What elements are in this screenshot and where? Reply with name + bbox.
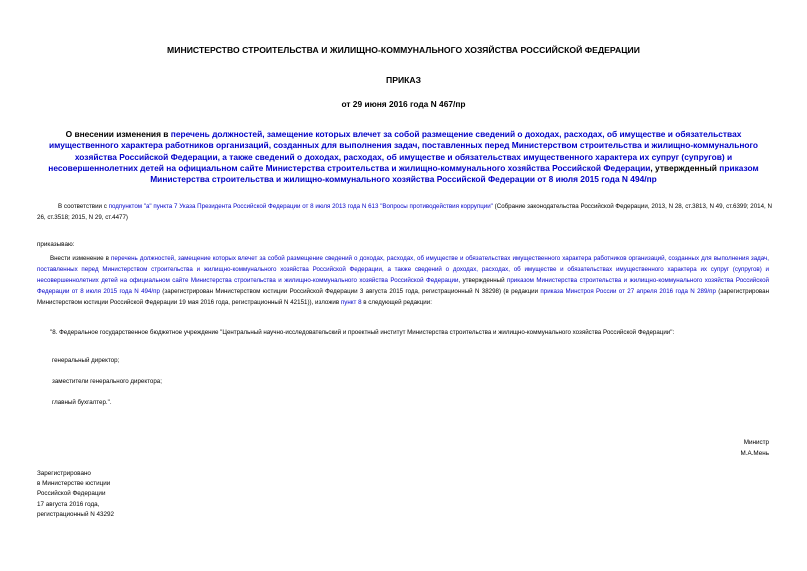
- list-item: заместители генерального директора;: [52, 378, 162, 385]
- document-date-number: от 29 июня 2016 года N 467/пр: [341, 99, 466, 109]
- body-text-5: в следующей редакции:: [361, 299, 432, 306]
- quoted-point-8: "8. Федеральное государственное бюджетное учреждение "Центральный научно-исследовательский и проектный институт Министерства строительства и жилищно-коммунального хозяйства Российской Федерации":: [50, 329, 675, 336]
- preamble-text-2: (Собрание законодательства Российской Федерации, 2013, N 28, ст.3813, N 49, ст.6399; 2014, N 26, ст.3518; 2015, N 29, ст.4477): [37, 203, 773, 221]
- document-heading: [36, 129, 771, 185]
- registration-line: регистрационный N 43292: [37, 510, 115, 518]
- body-link-order-494[interactable]: приказом Министерства строительства и жилищно-коммунального хозяйства Российской Федерации от 8 июля 2015 года N 494/пр: [37, 277, 769, 295]
- body-text-1: Внести изменение в: [50, 255, 111, 262]
- heading-text-1: О внесении изменения в: [65, 129, 171, 139]
- list-item: генеральный директор;: [52, 357, 120, 364]
- signer-title: Министр: [743, 439, 769, 446]
- body-text-2: , утвержденный: [458, 277, 507, 284]
- registration-line: Зарегистрировано: [37, 470, 91, 477]
- signer-name: М.А.Мень: [740, 450, 769, 457]
- preamble-text-1: В соответствии с: [58, 203, 109, 210]
- list-item: главный бухгалтер.".: [52, 399, 112, 406]
- orders-label: приказываю:: [37, 241, 75, 248]
- preamble-paragraph: [37, 201, 772, 223]
- heading-text-2: , утвержденный: [650, 162, 720, 173]
- body-text-4: (зарегистрирован Министерством юстиции Российской Федерации 19 мая 2016 года, регистрационный N 42151)), изложив: [37, 288, 770, 306]
- body-paragraph: [37, 253, 769, 308]
- heading-link-list-of-positions[interactable]: перечень должностей, замещение которых влечет за собой размещение сведений о доходах, расходах, об имуществе и обязательствах имущественного характера работников организаций, созданных для выполнения задач, поставленных перед Министерством строительства и жилищно-коммунального хозяйства Российской Федерации, а также сведений о доходах, расходах, об имуществе и обязательствах имущественного характера их супруг (супругов) и несовершеннолетних детей на официальном сайте Министерства строительства и жилищно-коммунального хозяйства Российской Федерации: [48, 129, 759, 173]
- body-link-list-of-positions[interactable]: перечень должностей, замещение которых влечет за собой размещение сведений о доходах, расходах, об имуществе и обязательствах имущественного характера работников организаций, созданных для выполнения задач, поставленных перед Министерством строительства и жилищно-коммунального хозяйства Российской Федерации, а также сведений о доходах, расходах, об имуществе и обязательствах имущественного характера их супруг (супругов) и несовершеннолетних детей на официальном сайте Министерства строительства и жилищно-коммунального хозяйства Российской Федерации: [37, 255, 769, 284]
- registration-note: [37, 469, 114, 520]
- preamble-link-decree[interactable]: подпунктом "а" пункта 7 Указа Президента Российской Федерации от 8 июля 2013 года N 613 "Вопросы противодействия коррупции": [108, 203, 493, 210]
- body-text-3: (зарегистрирован Министерством юстиции Российской Федерации 3 августа 2015 года, регистрационный N 38298) (в редакции: [159, 288, 541, 295]
- body-link-order-289[interactable]: приказа Минстроя России от 27 апреля 2016 года N 289/пр: [540, 288, 716, 295]
- ministry-name: МИНИСТЕРСТВО СТРОИТЕЛЬСТВА И ЖИЛИЩНО-КОММУНАЛЬНОГО ХОЗЯЙСТВА РОССИЙСКОЙ ФЕДЕРАЦИИ: [167, 45, 640, 55]
- registration-line: Российской Федерации: [37, 490, 106, 498]
- registration-line: в Министерстве юстиции: [37, 480, 111, 488]
- heading-link-order-494[interactable]: приказом Министерства строительства и жилищно-коммунального хозяйства Российской Федерации от 8 июля 2015 года N 494/пр: [150, 162, 759, 185]
- document-type: ПРИКАЗ: [386, 75, 421, 85]
- body-link-point-8[interactable]: пункт 8: [340, 299, 362, 306]
- registration-line: 17 августа 2016 года,: [37, 500, 100, 508]
